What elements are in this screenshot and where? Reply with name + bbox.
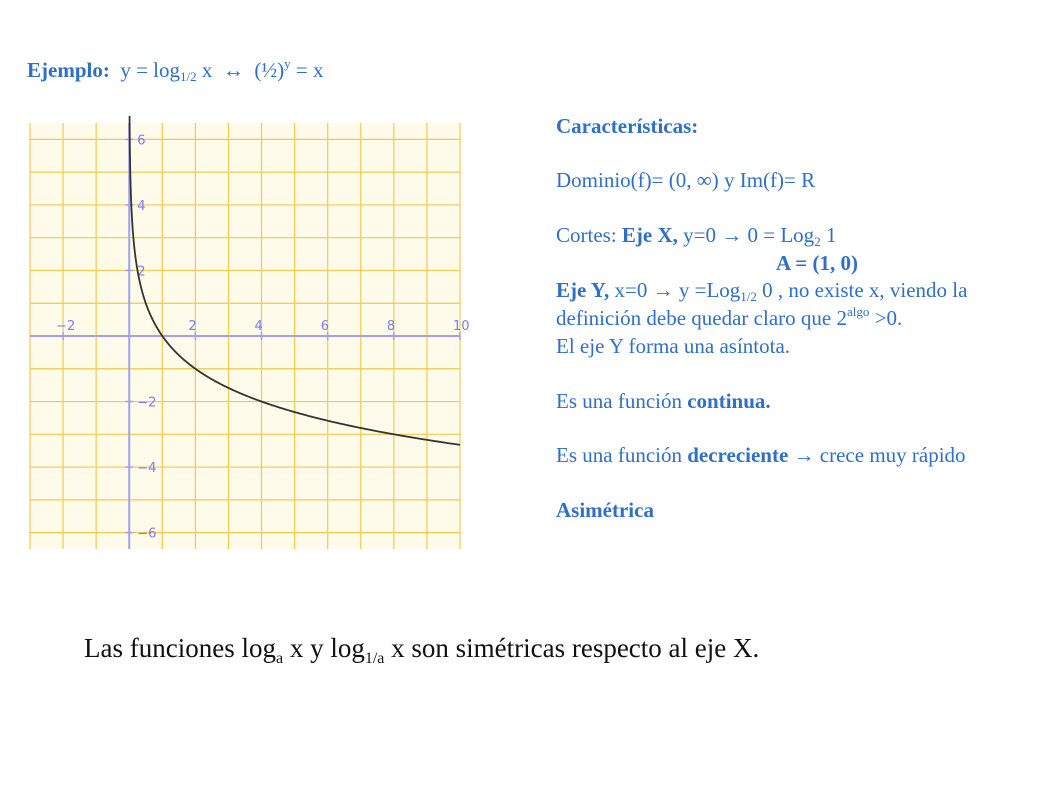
example-equation <box>27 58 323 82</box>
example-eq-end: = x <box>290 58 324 82</box>
symmetry-note <box>84 632 760 667</box>
x-tick-label: −2 <box>56 319 76 334</box>
example-eq-base: 1/2 <box>180 69 197 84</box>
log-chart <box>30 123 470 549</box>
point-a: A = (1, 0) <box>776 251 858 275</box>
y-tick-label: 2 <box>137 264 146 280</box>
example-eq-x: x ↔ (½) <box>196 58 285 82</box>
y-tick-label: 6 <box>137 133 146 149</box>
chart-svg <box>30 123 470 549</box>
domain-line: Dominio(f)= (0, ∞) y Im(f)= R <box>556 168 816 192</box>
y-tick-label: −6 <box>137 526 157 542</box>
y-tick-label: −4 <box>137 461 157 477</box>
decreciente-start: Es una función <box>556 443 688 467</box>
decreciente-bold: decreciente <box>687 443 789 467</box>
example-eq-exp: y <box>284 56 291 71</box>
cortes-x-base: 2 <box>814 234 821 249</box>
characteristics-title <box>556 114 698 138</box>
continua-start: Es una función <box>556 389 688 413</box>
eje-y-end: 0 , no existe x, viendo la <box>756 278 968 302</box>
characteristics-title-text: Características: <box>556 114 699 138</box>
cortes-x-line <box>556 223 836 247</box>
continua-bold: continua. <box>687 389 771 413</box>
x-tick-label: 2 <box>188 319 197 334</box>
point-a-line <box>776 251 858 275</box>
cortes-x-end: 1 <box>820 223 837 247</box>
decreciente-end: → crece muy rápido <box>788 443 966 467</box>
note-base-inv: 1/a <box>364 650 385 667</box>
note-end: x son simétricas respecto al eje X. <box>384 633 760 663</box>
note-middle: x y log <box>283 633 365 663</box>
x-tick-label: 8 <box>386 319 396 334</box>
note-base-a: a <box>275 650 284 667</box>
asintota-line: El eje Y forma una asíntota. <box>556 334 791 358</box>
eje-y-label: Eje Y, <box>556 278 610 302</box>
y-tick-label: 4 <box>137 198 146 214</box>
cortes-label: Cortes: <box>556 223 622 247</box>
definicion-line <box>556 306 902 330</box>
x-tick-label: 4 <box>254 319 263 334</box>
cortes-x-eq: y=0 → 0 = Log <box>677 223 815 247</box>
decreciente-line <box>556 443 966 467</box>
eje-y-eq: x=0 → y =Log <box>609 278 741 302</box>
note-start: Las funciones log <box>84 633 276 663</box>
x-tick-label: 10 <box>453 319 470 334</box>
example-label: Ejemplo: <box>27 58 110 82</box>
definicion-exp: algo <box>846 304 870 319</box>
example-eq-y: y = log <box>120 58 181 82</box>
definicion-end: >0. <box>869 306 903 330</box>
eje-y-base: 1/2 <box>740 289 757 304</box>
asimetrica-line <box>556 498 654 522</box>
definicion-start: definición debe quedar claro que 2 <box>556 306 847 330</box>
y-tick-label: −2 <box>137 395 157 411</box>
cortes-eje-x: Eje X, <box>621 223 678 247</box>
x-tick-label: 6 <box>320 319 329 334</box>
continua-line <box>556 389 771 413</box>
asimetrica: Asimétrica <box>556 498 654 522</box>
eje-y-line <box>556 278 967 302</box>
